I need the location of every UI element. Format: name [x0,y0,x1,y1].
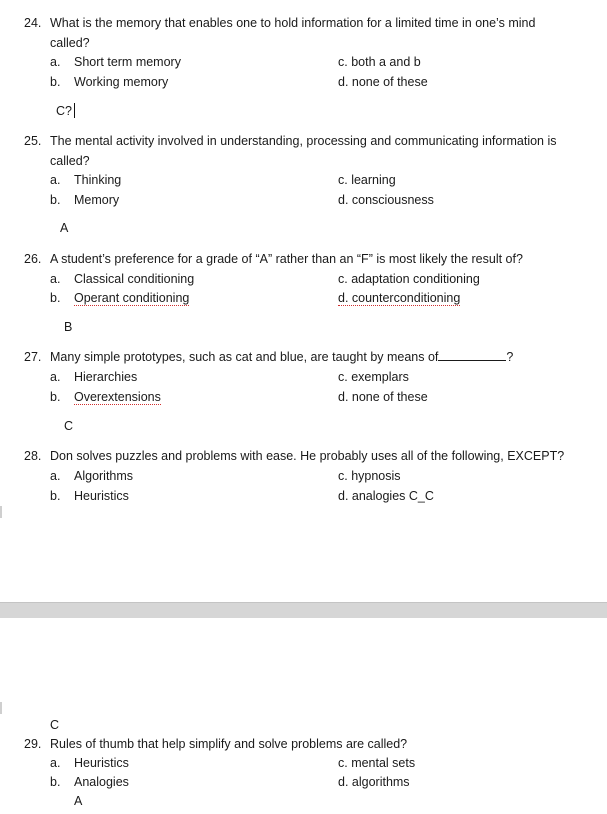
question-29-option-a: a. Heuristics [50,756,129,770]
question-24-text-line2: called? [50,36,90,50]
question-27-answer[interactable]: C [64,419,74,433]
question-24-text-line1: What is the memory that enables one to hold information for a limited time in one’s mind [50,16,536,30]
question-25-option-a: a. Thinking [50,173,122,187]
question-25-number: 25. [24,134,42,148]
question-26-text-line1: A student’s preference for a grade of “A” rather than an “F” is most likely the result of? [50,252,523,266]
question-28-option-b: b. Heuristics [50,489,129,503]
question-25-option-d: d. consciousness [338,193,434,207]
question-24-option-a: a. Short term memory [50,55,181,69]
question-24-number: 24. [24,16,42,30]
question-27-option-a: a. Hierarchies [50,370,138,384]
question-24-answer[interactable]: C? [56,103,75,119]
question-25-answer[interactable]: A [60,221,69,235]
question-28-option-a: a. Algorithms [50,469,134,483]
question-25-option-b: b. Memory [50,193,120,207]
document-page-2 [0,618,607,814]
question-26-option-a: a. Classical conditioning [50,272,195,286]
page-edge-marker [0,702,2,714]
question-24-option-b: b. Working memory [50,75,169,89]
question-29-option-b: b. Analogies [50,775,129,789]
question-29-text-line1: Rules of thumb that help simplify and solve problems are called? [50,737,408,751]
question-28-text-line1: Don solves puzzles and problems with ease. He probably uses all of the following, EXCEPT? [50,449,565,463]
question-27-number: 27. [24,350,42,364]
question-27-option-c: c. exemplars [338,370,409,384]
question-29-answer[interactable]: A [74,794,83,808]
question-25-option-c: c. learning [338,173,396,187]
question-27-text-line1: Many simple prototypes, such as cat and blue, are taught by means of ? [50,350,514,364]
question-27-option-b: b. Overextensions [50,390,161,404]
question-25-text-line2: called? [50,154,90,168]
question-28-option-d: d. analogies C_C [338,489,434,503]
question-24-option-c: c. both a and b [338,55,421,69]
question-28-option-c: c. hypnosis [338,469,401,483]
question-26-option-d: d. counterconditioning [338,291,461,305]
fill-in-blank [438,349,506,361]
question-26-option-c: c. adaptation conditioning [338,272,480,286]
question-28-number: 28. [24,449,42,463]
question-26-number: 26. [24,252,42,266]
question-28-answer[interactable]: C [50,718,60,732]
page-edge-marker [0,506,2,518]
question-29-option-d: d. algorithms [338,775,410,789]
text-cursor [74,103,75,118]
question-24-option-d: d. none of these [338,75,428,89]
question-29-number: 29. [24,737,42,751]
question-26-option-b: b. Operant conditioning [50,291,190,305]
question-25-text-line1: The mental activity involved in understanding, processing and communicating information is [50,134,557,148]
question-29-option-c: c. mental sets [338,756,416,770]
question-26-answer[interactable]: B [64,320,73,334]
question-27-option-d: d. none of these [338,390,428,404]
